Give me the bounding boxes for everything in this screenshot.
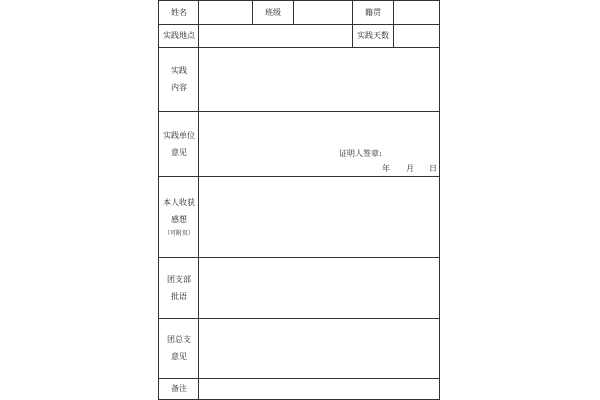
content-label-line2: 内容 (171, 83, 187, 92)
unit-opinion-field[interactable] (199, 112, 440, 176)
branch-comment-field[interactable] (199, 258, 440, 318)
name-label-text: 姓名 (171, 7, 187, 17)
remarks-label-text: 备注 (171, 384, 187, 393)
unit-opinion-label-line2: 意见 (171, 147, 187, 157)
reflection-label-line2: 感想 (171, 214, 187, 224)
origin-label-text: 籍贯 (365, 7, 381, 17)
content-label-line1: 实践 (171, 66, 187, 75)
branch-comment-label (159, 257, 199, 318)
reflection-label-note: （可附页） (163, 229, 194, 237)
origin-label (353, 0, 393, 24)
name-field[interactable] (199, 1, 252, 24)
general-branch-opinion-label-line1: 团总支 (167, 335, 191, 344)
days-label (353, 24, 393, 47)
days-field[interactable] (394, 25, 440, 47)
class-field[interactable] (294, 1, 352, 24)
branch-comment-label-line2: 批语 (171, 291, 187, 301)
general-branch-opinion-label-line2: 意见 (171, 352, 187, 361)
content-field[interactable] (199, 48, 440, 111)
general-branch-opinion-field[interactable] (199, 319, 440, 378)
class-label (253, 0, 293, 24)
unit-opinion-label (159, 111, 199, 176)
general-branch-opinion-label (159, 318, 199, 378)
remarks-field[interactable] (199, 379, 440, 399)
date-day-label: 日 (429, 164, 437, 173)
days-label-text: 实践天数 (357, 31, 389, 40)
class-label-text: 班级 (265, 7, 281, 17)
practice-record-form (158, 0, 440, 400)
reflection-field[interactable] (199, 177, 440, 257)
reflection-label-line1: 本人收获 (163, 197, 195, 207)
witness-signature-label: 证明人签章: (339, 149, 382, 158)
date-month-label: 月 (406, 164, 414, 173)
location-label (159, 24, 199, 47)
branch-comment-label-line1: 团支部 (167, 274, 191, 284)
origin-field[interactable] (394, 1, 440, 24)
location-field[interactable] (199, 25, 352, 47)
date-year-label: 年 (382, 164, 390, 173)
unit-opinion-label-line1: 实践单位 (163, 130, 195, 140)
location-label-text: 实践地点 (163, 31, 195, 40)
content-label (159, 47, 199, 111)
name-label (159, 0, 199, 24)
reflection-label (159, 176, 199, 257)
remarks-label (159, 378, 199, 399)
